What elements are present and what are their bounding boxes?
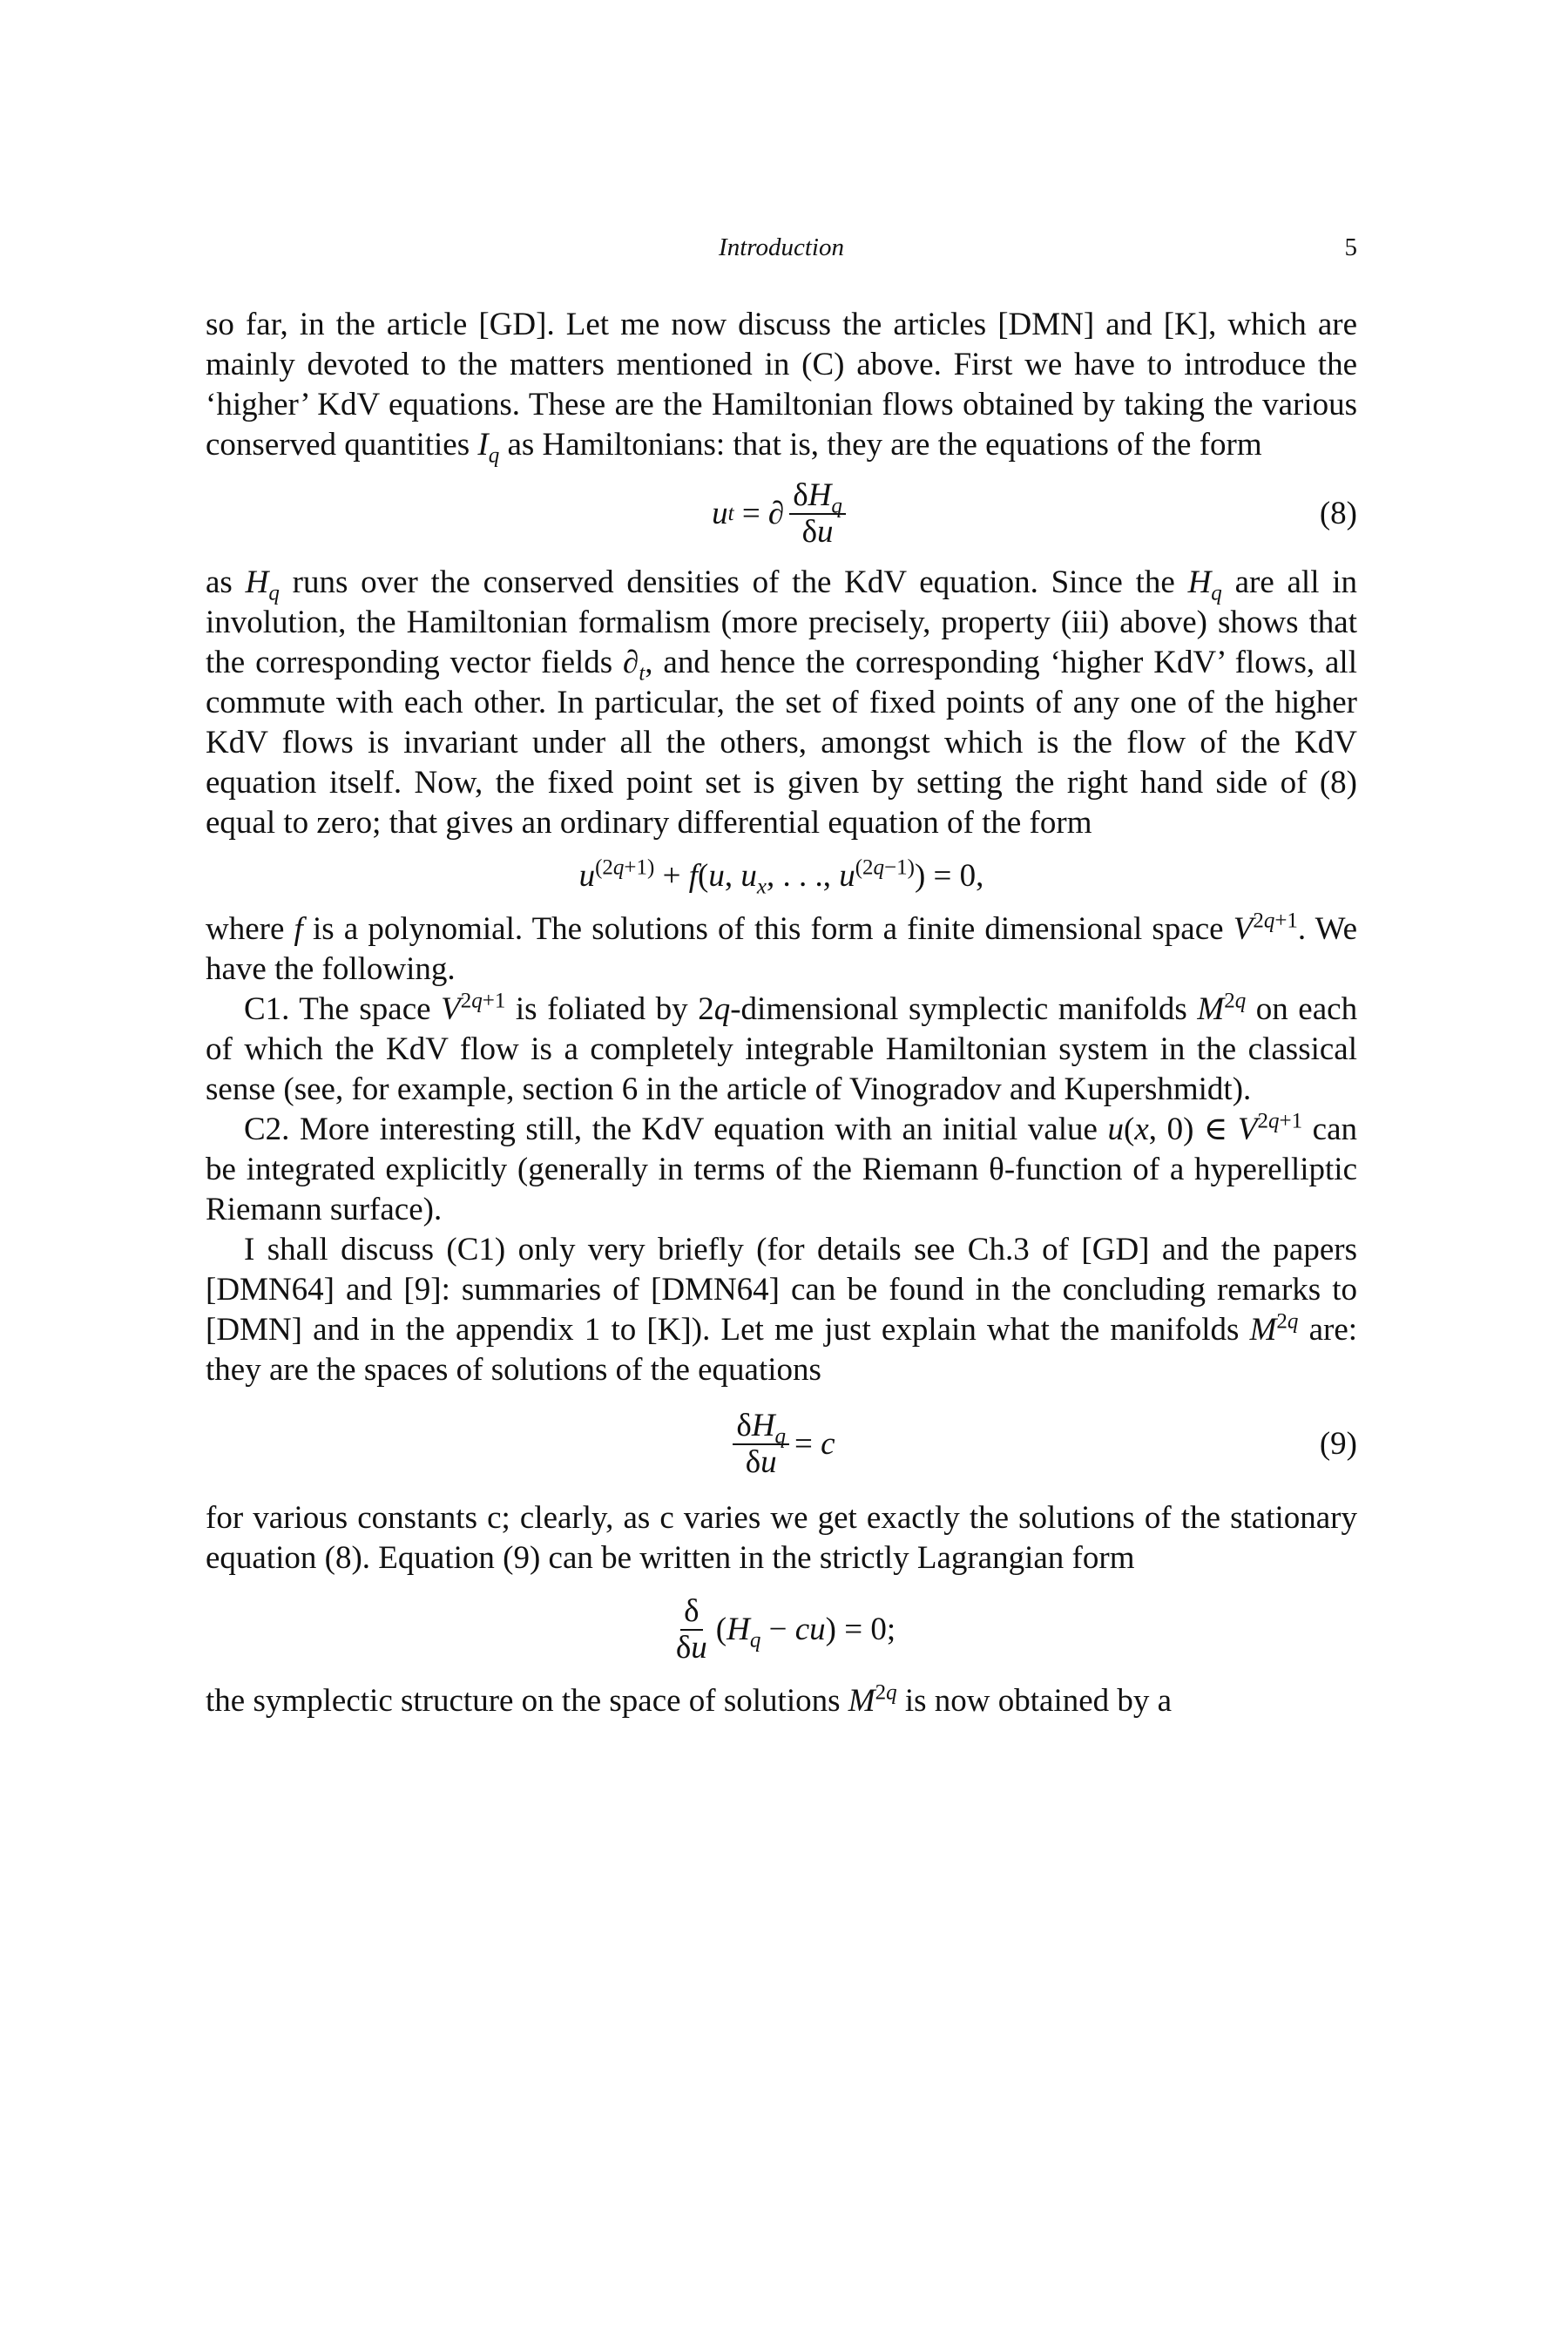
paragraph-3: where f is a polynomial. The solutions of this form a finite dimensional space $V^{2q+1}$. We have the following.: [206, 909, 1358, 987]
page-header: [206, 233, 1357, 268]
paragraph-2: as $H_q$ runs over the conserved densities of the KdV equation. Since the $H_q$ are all in involution, the Hamiltonian formalism (more precisely, property (iii) above) shows that the corresponding vector fields $\partial_t$, and hence the corresponding ‘higher KdV’ flows, all commute with each other. In particular, the set of fixed points of any one of the higher KdV flows is invariant under all the others, amongst which is the flow of the KdV equation itself. Now, the fixed point set is given by setting the right hand side of (8) equal to zero; that gives an ordinary differential equation of the form: [206, 564, 1358, 841]
body-text: [206, 305, 1357, 1721]
equation-9: $\frac{\delta H_q}{\delta u}$ = c (9): [206, 1390, 1357, 1498]
paragraph-4: I shall discuss (C1) only very briefly (for details see Ch.3 of [GD] and the papers [DMN64] and [9]: summaries of [DMN64] can be found in the concluding remarks to [DMN] and in the appendix 1 to [K]). Let me just explain what the manifolds $M^{2q}$ are: they are the spaces of solutions of the equations: [206, 1232, 1358, 1388]
equation-number-8: (8): [1319, 496, 1357, 531]
running-head: Introduction: [719, 233, 844, 261]
page-number: 5: [1344, 233, 1357, 261]
equation-lagrangian: $\frac{\delta}{\delta u}$ $(H_q - cu) = 0$;: [675, 1593, 896, 1666]
equation-number-9: (9): [1319, 1426, 1357, 1462]
paragraph-6: the symplectic structure on the space of solutions $M^{2q}$ is now obtained by a: [206, 1680, 1173, 1719]
equation-fixed-points: $u^{(2q+1)} + f(u$, $u_x$, . . ., $u^{(2q-1)}) = 0$,: [578, 855, 984, 899]
paragraph-c2: C2. More interesting still, the KdV equation with an initial value u(x, 0) ∈ $V^{2q+1}$ can be integrated explicitly (generally in terms of the Riemann θ-function of a hyperelliptic Riemann surface).: [206, 1109, 1357, 1227]
paragraph-c1: C1. The space $V^{2q+1}$ is foliated by 2q-dimensional symplectic manifolds $M^{2q}$ on each of which the KdV flow is a completely integrable Hamiltonian system in the classical sense (see, for example, section 6 in the article of Vinogradov and Kupershmidt).: [206, 989, 1358, 1107]
paragraph-1: so far, in the article [GD]. Let me now discuss the articles [DMN] and [K], which are mainly devoted to the matters mentioned in (C) above. First we have to introduce the ‘higher’ KdV equations. These are the Hamiltonian flows obtained by taking the various conserved quantities $I_q$ as Hamiltonians: that is, they are the equations of the form: [206, 307, 1357, 468]
equation-8: u t = ∂ $\frac{\delta H_q}{\delta u}$ (8): [712, 477, 1357, 550]
paragraph-5: for various constants c; clearly, as c varies we get exactly the solutions of the stationary equation (8). Equation (9) can be written in the strictly Lagrangian form: [206, 1500, 1357, 1576]
